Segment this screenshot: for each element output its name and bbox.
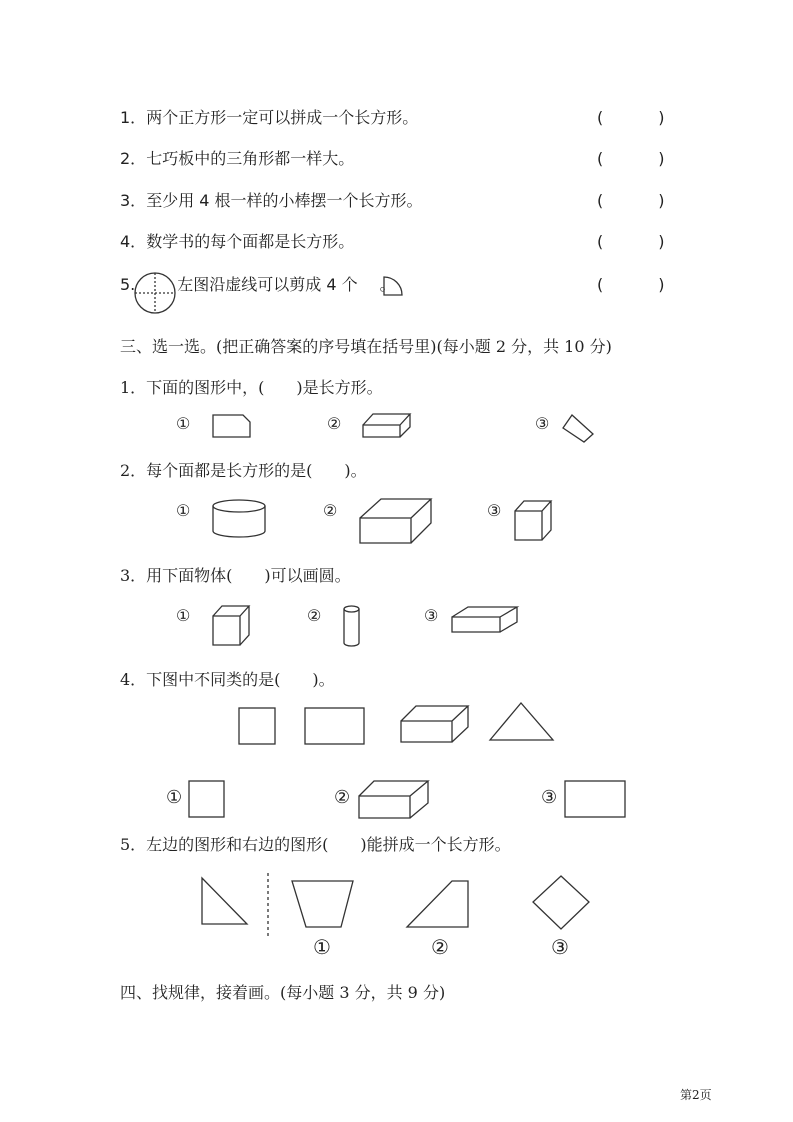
question-3-4: 4．下图中不同类的是( )。 [120, 670, 335, 689]
paren-close: ) [658, 108, 665, 127]
option-2-marker[interactable]: ② [323, 501, 338, 520]
option-2-marker[interactable]: ② [307, 606, 322, 625]
paren-close: ) [658, 149, 665, 168]
item-text: 两个正方形一定可以拼成一个长方形。 [146, 108, 419, 127]
option-2-marker[interactable]: ② [327, 414, 342, 433]
paren-open: ( [597, 232, 604, 251]
question-3-2: 2．每个面都是长方形的是( )。 [120, 461, 367, 480]
paren-open: ( [597, 149, 604, 168]
paren-close: ) [658, 275, 665, 294]
cuboid-shape [360, 499, 431, 543]
option-3-marker[interactable]: ③ [535, 414, 550, 433]
item-number: 2． [120, 149, 147, 168]
item-text: 七巧板中的三角形都一样大。 [146, 149, 355, 168]
item-suffix: 。 [379, 275, 396, 294]
option-3-marker[interactable]: ③ [541, 787, 558, 808]
right-trapezoid-shape [407, 881, 468, 927]
item-text: 左图沿虚线可以剪成 4 个 [177, 275, 358, 294]
cylinder-shape [213, 500, 265, 537]
option-1-marker[interactable]: ① [176, 606, 191, 625]
trapezoid-shape [292, 881, 353, 927]
option-1-marker[interactable]: ① [313, 935, 331, 959]
cut-corner-rect-shape [213, 415, 250, 437]
diamond-shape [533, 876, 589, 929]
option-1-marker[interactable]: ① [176, 414, 191, 433]
quarter-circle-figure [384, 277, 402, 295]
paren-close: ) [658, 191, 665, 210]
page-number: 第2页 [680, 1088, 712, 1102]
paren-open: ( [597, 108, 604, 127]
paren-open: ( [597, 275, 604, 294]
option-3-marker[interactable]: ③ [551, 935, 569, 959]
cuboid-shape [363, 414, 410, 437]
item-number: 1． [120, 108, 147, 127]
cuboid-shape [401, 706, 468, 742]
item-text: 至少用 4 根一样的小棒摆一个长方形。 [146, 191, 423, 210]
right-triangle-shape [202, 878, 247, 924]
square-shape [239, 708, 275, 744]
cube-shape [213, 606, 249, 645]
option-3-marker[interactable]: ③ [424, 606, 439, 625]
cuboid-shape [359, 781, 428, 818]
option-2-marker[interactable]: ② [431, 935, 449, 959]
cuboid-shape [452, 607, 517, 632]
item-text: 数学书的每个面都是长方形。 [146, 232, 355, 251]
item-number: 3． [120, 191, 147, 210]
dashed-circle-figure [135, 273, 175, 313]
question-3-3: 3．用下面物体( )可以画圆。 [120, 566, 351, 585]
cube-shape [515, 501, 551, 540]
item-number: 4． [120, 232, 147, 251]
triangle-shape [490, 703, 553, 740]
paren-close: ) [658, 232, 665, 251]
square-shape [189, 781, 224, 817]
question-3-1: 1．下面的图形中，( )是长方形。 [120, 378, 383, 397]
option-1-marker[interactable]: ① [166, 787, 183, 808]
section-4-title: 四、找规律，接着画。(每小题 3 分，共 9 分) [120, 983, 446, 1002]
section-3-title: 三、选一选。(把正确答案的序号填在括号里)(每小题 2 分，共 10 分) [120, 337, 612, 356]
option-3-marker[interactable]: ③ [487, 501, 502, 520]
item-number: 5. [120, 275, 136, 294]
rectangle-shape [305, 708, 364, 744]
paren-open: ( [597, 191, 604, 210]
rectangle-shape [565, 781, 625, 817]
option-2-marker[interactable]: ② [334, 787, 351, 808]
option-1-marker[interactable]: ① [176, 501, 191, 520]
cylinder-shape [344, 606, 359, 646]
tilted-rect-shape [563, 415, 593, 442]
question-3-5: 5．左边的图形和右边的图形( )能拼成一个长方形。 [120, 835, 511, 854]
